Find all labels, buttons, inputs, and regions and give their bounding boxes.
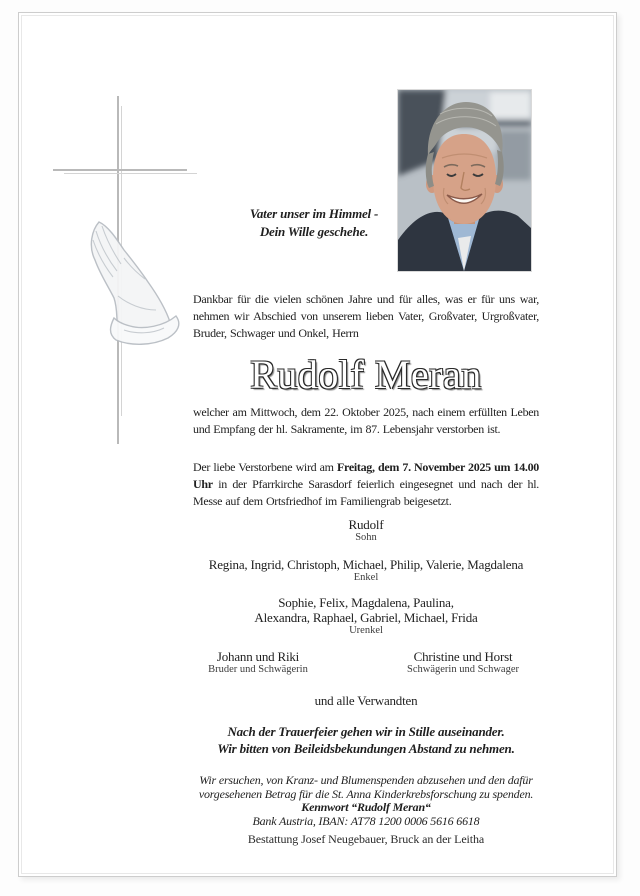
mourner-names-line1: Sophie, Felix, Magdalena, Paulina,: [278, 595, 454, 610]
funeral-paragraph: [193, 459, 539, 510]
funeral-home: Bestattung Josef Neugebauer, Bruck an der Leitha: [247, 832, 485, 846]
mourner-relation: Schwägerin und Schwager: [407, 664, 519, 675]
farewell-line1: Nach der Trauerfeier gehen wir in Stille auseinander.: [227, 724, 505, 739]
portrait-photo: [397, 89, 532, 272]
mourner-relation: Urenkel: [349, 625, 383, 636]
relatives-line: und alle Verwandten: [314, 693, 418, 708]
deceased-name: Rudolf Meran: [250, 352, 482, 397]
epitaph-line1: Vater unser im Himmel -: [249, 206, 379, 221]
mourner-grandchildren: [186, 557, 546, 585]
farewell-notice: [193, 723, 539, 757]
mourner-names-line2: Alexandra, Raphael, Gabriel, Michael, Frida: [254, 610, 478, 625]
praying-hands-icon: [72, 218, 192, 348]
funeral-datetime: Freitag, dem 7. November 2025 um 14.00 Uhr: [193, 460, 539, 491]
farewell-line2: Wir bitten von Beileidsbekundungen Abstand zu nehmen.: [217, 741, 515, 756]
donation-bank-iban: Bank Austria, IBAN: AT78 1200 0006 5616 6618: [252, 813, 480, 828]
funeral-post: in der Pfarrkirche Sarasdorf feierlich eingesegnet und nach der hl. Messe auf dem Ortsfriedhof im Familiengrab beigesetzt.: [193, 477, 539, 508]
mourner-relation: Sohn: [355, 532, 377, 543]
epitaph-line2: Dein Wille geschehe.: [259, 223, 369, 239]
mourner-column-right: [395, 649, 531, 677]
mourner-names: Regina, Ingrid, Christoph, Michael, Philip, Valerie, Magdalena: [208, 557, 524, 572]
mourner-names: Rudolf: [348, 517, 384, 532]
donation-line1: Wir ersuchen, von Kranz- und Blumenspenden abzusehen und den dafür: [199, 773, 533, 787]
epitaph: [194, 205, 434, 240]
funeral-pre: Der liebe Verstorbene wird am: [193, 460, 337, 474]
donation-line2: vorgesehenen Betrag für die St. Anna Kinderkrebsforschung zu spenden.: [198, 786, 534, 801]
mourner-great-grandchildren: [193, 595, 539, 638]
mourner-names: Johann und Riki: [216, 649, 300, 664]
mourner-column-left: [192, 649, 324, 677]
mourner-son: [193, 517, 539, 545]
mourner-names: Christine und Horst: [413, 649, 513, 664]
donation-keyword: Kennwort “Rudolf Meran“: [301, 800, 431, 815]
mourner-relation: Enkel: [353, 572, 379, 583]
intro-paragraph: Dankbar für die vielen schönen Jahre und für alles, was er für uns war, nehmen wir Abschied von unserem lieben Vater, Großvater, Urgroßvater, Bruder, Schwager und Onkel, Herrn: [193, 292, 539, 340]
death-paragraph: welcher am Mittwoch, dem 22. Oktober 2025, nach einem erfüllten Leben und Empfang der hl. Sakramente, im 87. Lebensjahr verstorben ist.: [193, 405, 539, 436]
donation-request: [193, 774, 539, 828]
mourner-relation: Bruder und Schwägerin: [208, 664, 308, 675]
